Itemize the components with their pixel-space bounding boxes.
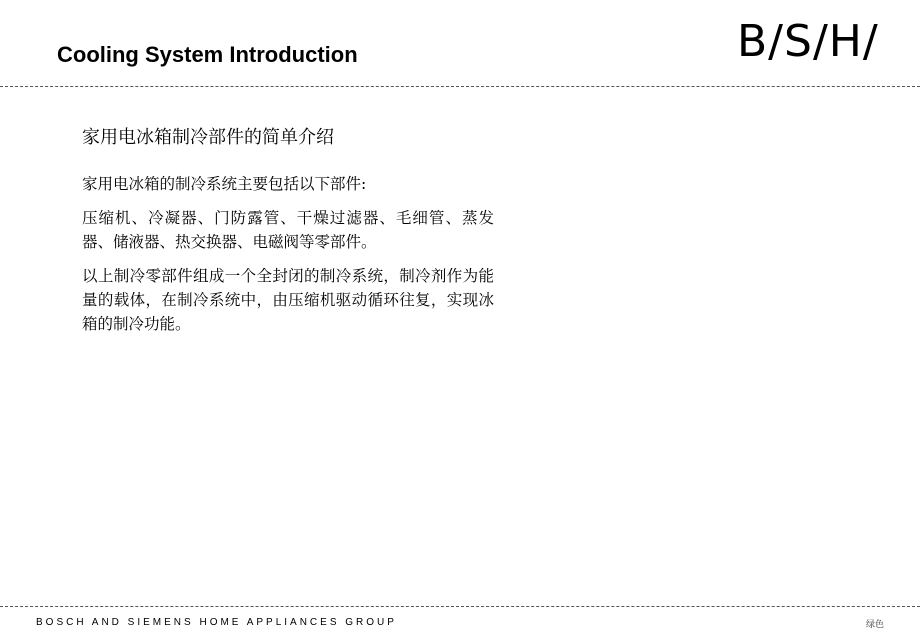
- footer-divider: [0, 606, 920, 607]
- footer-mark: 绿色: [866, 620, 885, 630]
- intro-paragraph: 家用电冰箱的制冷系统主要包括以下部件:: [82, 175, 367, 193]
- header-divider: [0, 86, 920, 87]
- content-area: [82, 124, 494, 346]
- page-title: Cooling System Introduction: [57, 42, 358, 67]
- system-paragraph: 以上制冷零部件组成一个全封闭的制冷系统，制冷剂作为能量的载体，在制冷系统中，由压缩机驱动循环往复，实现冰箱的制冷功能。: [82, 267, 494, 333]
- footer-company-name: BOSCH AND SIEMENS HOME APPLIANCES GROUP: [36, 617, 397, 628]
- components-paragraph: 压缩机、冷凝器、门防露管、干燥过滤器、毛细管、蒸发器、储液器、热交换器、电磁阀等零部件。: [82, 209, 494, 251]
- section-heading: 家用电冰箱制冷部件的简单介绍: [82, 127, 334, 148]
- bsh-logo: B/S/H/: [737, 16, 879, 67]
